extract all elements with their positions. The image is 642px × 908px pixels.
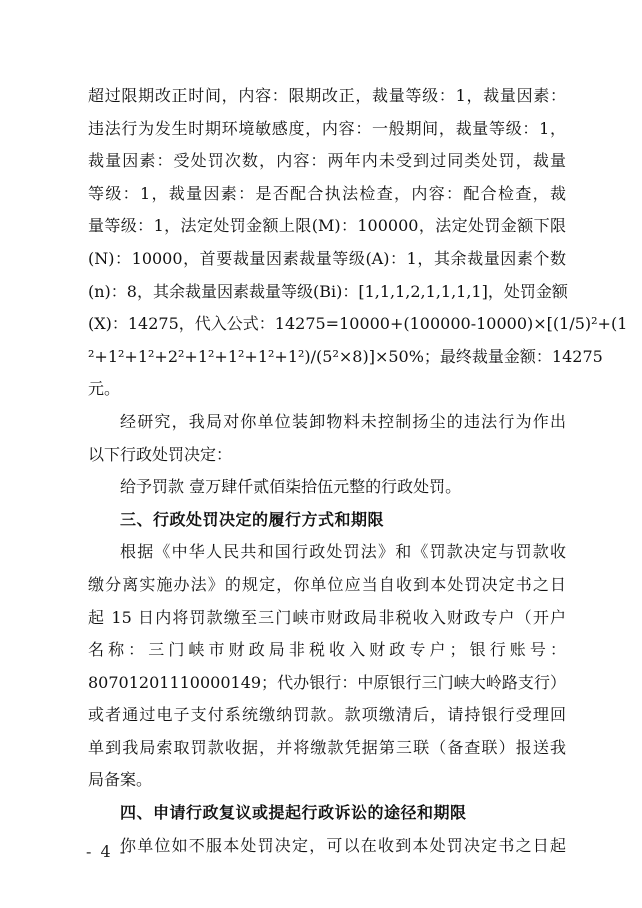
text-line: 元。: [88, 379, 121, 399]
text-line: (X)：14275，代入公式：14275=10000+(100000-10000)×[(1/5)²+(1: [88, 314, 628, 334]
text-line: 量等级：1，法定处罚金额上限(M)：100000，法定处罚金额下限: [88, 216, 566, 236]
text-line: 经研究，我局对你单位装卸物料未控制扬尘的违法行为作出: [120, 411, 566, 431]
penalty-decision: 给予罚款 壹万肆仟贰佰柒拾伍元整的行政处罚。: [120, 477, 462, 497]
text-line: 或者通过电子支付系统缴纳罚款。款项缴清后，请持银行受理回: [88, 705, 566, 725]
text-line: (N)：10000，首要裁量因素裁量等级(A)：1，其余裁量因素个数: [88, 248, 566, 268]
text-line: 裁量因素：受处罚次数，内容：两年内未受到过同类处罚，裁量: [88, 151, 566, 171]
text-line: 超过限期改正时间，内容：限期改正，裁量等级：1，裁量因素：: [88, 86, 566, 105]
text-line: 你单位如不服本处罚决定，可以在收到本处罚决定书之日起: [120, 835, 566, 855]
text-line: 等级：1，裁量因素：是否配合执法检查，内容：配合检查，裁: [88, 183, 566, 203]
page-number: - 4 -: [86, 842, 128, 861]
text-line: 以下行政处罚决定：: [88, 444, 233, 464]
section-heading-3: 三、行政处罚决定的履行方式和期限: [120, 509, 385, 529]
text-line: 违法行为发生时期环境敏感度，内容：一般期间，裁量等级：1，: [88, 118, 566, 138]
text-line: 缴分离实施办法》的规定，你单位应当自收到本处罚决定书之日: [88, 574, 566, 594]
text-line: 80701201110000149；代办银行：中原银行三门峡大岭路支行）: [88, 672, 566, 692]
text-line: 根据《中华人民共和国行政处罚法》和《罚款决定与罚款收: [120, 542, 566, 562]
text-line: (n)：8，其余裁量因素裁量等级(Bi)：[1,1,1,2,1,1,1,1]，处罚金额: [88, 281, 568, 301]
text-line: 起 15 日内将罚款缴至三门峡市财政局非税收入财政专户（开户: [88, 607, 566, 627]
text-line: 名称：三门峡市财政局非税收入财政专户；银行账号：: [88, 640, 566, 660]
section-heading-4: 四、申请行政复议或提起行政诉讼的途径和期限: [120, 803, 467, 823]
document-body: [88, 80, 628, 862]
text-line: 局备案。: [88, 770, 153, 790]
text-line: ²+1²+1²+2²+1²+1²+1²+1²)/(5²×8)]×50%；最终裁量金额：14275: [88, 346, 603, 366]
text-line: 单到我局索取罚款收据，并将缴款凭据第三联（备查联）报送我: [88, 737, 566, 757]
